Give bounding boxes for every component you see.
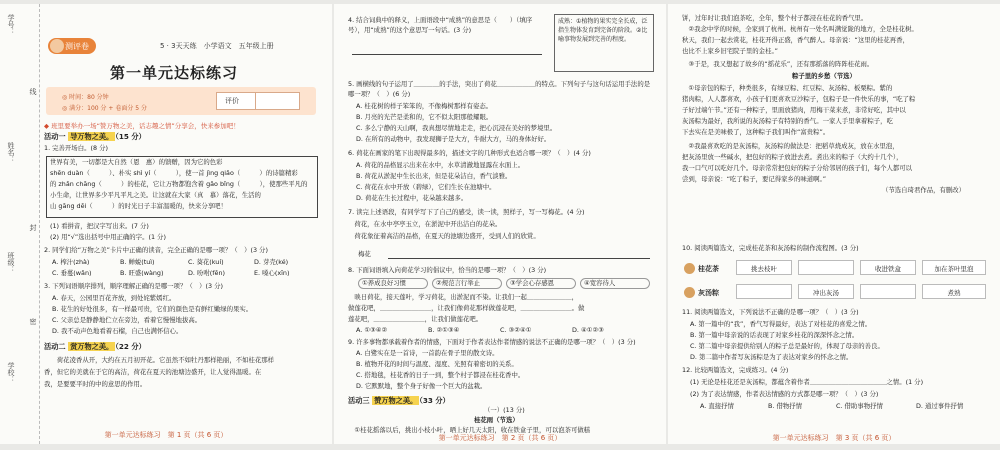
box-line: 山 gāng dēi（ ）的时光日子丰富温暖的，快来分享吧！ <box>50 202 227 210</box>
flow-step-blank[interactable] <box>860 284 916 299</box>
passage-line: 灰汤粽为最好，我所说的灰汤粽子有特别的香气。一家人手里拿着粽子，吃 <box>682 117 893 125</box>
option[interactable]: A. 白鹭实在是一首诗，一首韵在骨子里的散文诗。 <box>356 349 499 357</box>
activity-highlight: 赏万物之美。 <box>70 342 114 351</box>
passage-line: ②我念中学的时候，全家到了杭州。杭州有一处名叫满觉陇的地方，全是桂花树。 <box>682 25 918 33</box>
page-1 <box>0 4 332 444</box>
page-3 <box>668 4 1000 444</box>
gutter-label-name: 姓名： <box>7 142 15 163</box>
option[interactable]: D. 荷花在生长过程中，花朵越来越多。 <box>356 194 468 202</box>
page-title: 第一单元达标练习 <box>110 64 239 82</box>
activity-label: 活动三 <box>348 396 370 405</box>
test-badge <box>48 38 96 54</box>
question-1b: (2) 用“√”选出括号中用正确的字。(1 分) <box>50 233 166 241</box>
question-9: 9. 许多事物都承载着作者的情感，下面对于作者表达作者情感的说法不正确的是哪一项？（ ）(3 分) <box>348 338 636 346</box>
passage-line: 秋天，我们一起去赏花，桂花开得正盛，香气醉人。母亲说：“这里的桂花再香， <box>682 36 909 44</box>
box-line: 小生命，让世界多少平凡平凡之美。让这就在大家（真 慕）落花，生活的 <box>50 191 261 199</box>
passage-line: ②我最喜欢吃的是灰汤粽，灰汤粽的做法是：把稻草烧成灰，放在水里泡， <box>682 142 899 150</box>
flow-label-text: 灰汤粽 <box>698 289 719 297</box>
activity-1-heading <box>44 132 146 142</box>
passage-line: 把灰汤里放一些碱水，把包好的粽子放进去煮。煮出来的粽子（大约十几个）， <box>682 153 903 161</box>
osmanthus-icon <box>684 263 695 274</box>
section-number: （一）(13 分) <box>484 406 525 414</box>
option[interactable]: C. 搭地毯，桂花香的日子一到，整个村子都浸在桂花香中。 <box>356 371 525 379</box>
option[interactable]: A. 第一篇中的“我”，香气写得最好，表达了对桂花的喜爱之情。 <box>690 320 872 328</box>
page-1-content <box>44 4 328 444</box>
question-2: 2. 同学们给“万物之美”卡片中正确的读音，完全正确的是哪一项？（ ）(3 分) <box>44 246 268 254</box>
question-7-prompt: 梅花 <box>358 250 371 258</box>
gutter-label-school: 学校： <box>7 362 15 383</box>
score-box-label: 评价 <box>225 97 239 105</box>
option[interactable]: C. 荷花在水中开放（碧绿），它们生长在池塘中。 <box>356 183 496 191</box>
question-12a: (1) 无论是桂花还是灰汤粽，都蕴含着作者＿＿＿＿＿＿＿＿＿＿＿＿之情。(1 分) <box>690 378 924 386</box>
slogan: ◆ 班里要举办一场“赞万物之美，话志趣之情”分享会，快来参加吧！ <box>44 122 240 130</box>
passage-line: 香，但它的美就在于它的高洁，荷花在夏天的池塘边盛开，让人觉得温暖。在 <box>44 368 262 376</box>
option[interactable]: D. 它默默地，整个身子好像一个巨大的盆栽。 <box>356 382 487 390</box>
option[interactable]: E. 嗓心(xīn) <box>254 269 290 277</box>
flow-label <box>684 262 719 276</box>
flow-step: 挑去枝叶 <box>736 260 792 275</box>
option[interactable]: B. 旺盛(wàng) <box>120 269 164 277</box>
passage-line: ③于是，我又想起了故乡的“摇花乐”，还有那摇落的阵阵桂花雨。 <box>682 60 874 68</box>
option[interactable]: A. 桂花树的样子笨笨的，不像梅树那样有姿态。 <box>356 102 493 110</box>
option[interactable]: D. 第二篇中作者写灰汤粽是为了表达对家乡的怀念之情。 <box>690 353 853 361</box>
option[interactable]: D. 芽壳(ké) <box>254 258 289 266</box>
score-info: ◎ 满分：100 分 + 卷面分 5 分 <box>62 105 147 112</box>
answer-line <box>352 54 542 55</box>
question-11: 11. 阅读两篇选文，下列说法不正确的是哪一项？（ ）(3 分) <box>682 308 859 316</box>
activity-highlight: 导万物之美。 <box>70 132 114 141</box>
question-8: 8. 下面词语填入向荷花学习的倡议中，恰当的是哪一项？（ ）(3 分) <box>348 266 547 274</box>
flow-step: 收进铁盒 <box>860 260 916 275</box>
flow-step-blank[interactable] <box>798 260 854 275</box>
passage-line: 尝到，母亲说：“吃了粽子，要记得家乡的味道啊。” <box>682 175 827 183</box>
source-note: （节选自琦君作品，有删改） <box>882 186 966 194</box>
activity-points: （22 分） <box>115 342 146 351</box>
option-pill-label: ④宽容待人 <box>584 279 616 287</box>
option-pill-label: ③学会心存感恩 <box>510 279 555 287</box>
page-3-content <box>682 4 988 444</box>
passage-line: 饼，过年时让我们泡茶吃，全年，整个村子都浸在桂花的香气里。 <box>682 14 868 22</box>
box-line: 世界有美，一切都是大自然（恩 惠）的馈赠，因为它的色彩 <box>50 158 223 166</box>
page-2-content <box>348 4 654 444</box>
question-10: 10. 阅读两篇选文，完成桂花茶和灰汤粽的制作流程图。(3 分) <box>682 244 859 252</box>
flow-label-text: 桂花茶 <box>698 265 719 273</box>
gutter-label-class: 班级： <box>7 252 15 273</box>
dictionary-definition: 成熟：①植物的果实完全长成，泛指生物体发育到完备的阶段。②比喻事物发展到完善的程度。 <box>554 14 654 72</box>
option[interactable]: A. 榨汁(zhà) <box>52 258 90 266</box>
series-header: 5 · 3天天练 小学语文 五年级上册 <box>160 42 274 50</box>
passage-line: 我一口气可以吃好几个。母亲常常把包好的粽子分给邻居的孩子们，每个人都可以 <box>682 164 913 172</box>
flow-step-blank[interactable] <box>736 284 792 299</box>
option[interactable]: B. 蝉蜕(tuì) <box>120 258 155 266</box>
passage-line: 子好过端午节。”还有一种粽子，里面放猪肉，用梅干菜来煮，非常好吃，其中以 <box>682 106 906 114</box>
passage-title: 粽子里的乡愁（节选） <box>792 72 856 80</box>
question-5: 5. 画横线的句子运用了＿＿＿＿的手法，突出了荷花＿＿＿＿＿＿的特点。下列句子与这句话运用手法的是哪一项？（ ）(6 分) <box>348 80 651 98</box>
question-6: 6. 荷花在画家的笔下出现得最多的，描述文字的几种形式也适合哪一项？（ ）(4 分) <box>348 149 591 157</box>
info-bar <box>46 87 316 115</box>
option[interactable]: B. 月亮的光芒是柔和的，它不似太阳那般耀眼。 <box>356 113 493 121</box>
question-8-text: 映日荷花，接天莲叶，学习荷花，出淤泥而不染。让我们一起＿＿＿＿＿＿＿， <box>348 293 579 301</box>
question-4: 4. 结合词典中的释义，上面语段中“成熟”的意思是（ ）（填序号），用“成熟”的这个意思写一句话。(3 分) <box>348 16 533 34</box>
activity-points: （33 分） <box>419 396 450 405</box>
option[interactable]: D. 在所有的动物中，我发现狮子是大方，牛耐大方，马的身体好好。 <box>356 135 551 143</box>
passage-line: ①母亲包的粽子，种类很多，有绿豆粽、红豆粽、灰汤粽、板栗粽。紫的 <box>682 84 893 92</box>
box-line: 的 zhǎn chāng（ ）的桂花，它让万物都饱含着 gǎo bǐng（ ），使那些平凡的 <box>50 180 308 188</box>
answer-line <box>388 258 650 259</box>
option[interactable]: A. ①③④② <box>356 326 388 334</box>
passage-line: ①桂花摇落以后，挑出小枝小叶，晒上好几天太阳，收在铁盒子里，可以泡茶可做糕 <box>348 426 591 434</box>
passage-line: 猪肉粽，人人都喜欢，小孩子们更喜欢豆沙粽子，包粽子是一件快乐的事，“吃了粽 <box>682 95 916 103</box>
page-footer: 第一单元达标练习 第 3 页（共 6 页） <box>772 434 896 442</box>
option[interactable]: B. 植物开花的时间与温度、湿度、光照有着密切的关系。 <box>356 360 518 368</box>
option[interactable]: A. 春天，公园里百花齐放，到处姹紫嫣红。 <box>52 294 176 302</box>
option-pill-label: ①养成良好习惯 <box>362 279 407 287</box>
page-footer: 第一单元达标练习 第 2 页（共 6 页） <box>438 434 562 442</box>
time-info: ◎ 时间：80 分钟 <box>62 94 109 101</box>
option[interactable]: D. 吩咐(fēn) <box>188 269 225 277</box>
gutter-mark-xian: 线 <box>29 88 37 95</box>
option[interactable]: C. ③②④① <box>500 326 532 334</box>
mascot-icon <box>50 39 64 53</box>
page-footer: 第一单元达标练习 第 1 页（共 6 页） <box>104 431 228 439</box>
option[interactable]: D. ④①②③ <box>572 326 604 334</box>
question-8-text: 莲花吧，＿＿＿＿＿＿＿＿，让我们做莲花吧。 <box>348 315 483 323</box>
question-7-example: 荷花象征着高洁的品格，在夏天的池塘边盛开，受到人们的欣赏。 <box>348 232 540 240</box>
flow-label <box>684 286 719 300</box>
question-1: 1. 完善开场白。(8 分) <box>44 144 108 152</box>
option[interactable]: C. 借助事物抒情 <box>836 402 883 410</box>
option[interactable]: C. 多么宁静的天山啊，我真想尽情地走走，把心沉浸在美好的梦境里。 <box>356 124 557 132</box>
option[interactable]: B. ②①③④ <box>428 326 460 334</box>
option[interactable]: B. 第一篇中母亲说的话表现了对家乡桂花的深深怀念之情。 <box>690 331 859 339</box>
activity-2-heading <box>44 342 146 352</box>
passage-line: 下去实在是美味极了，这种粽子我们叫作“富贵粽”。 <box>682 128 830 136</box>
option[interactable]: D. 我不动声色地看着石榴，自己也满怀信心。 <box>52 327 183 335</box>
option[interactable]: B. 花生的好处很多，有一样最可贵，它们的颜色是有鲜红嫩绿的果实。 <box>52 305 253 313</box>
option[interactable]: A. 荷花的品格显示出来在水中，水草清澈地显露在水面上。 <box>356 161 525 169</box>
binding-gutter <box>0 4 40 444</box>
question-12b: (2) 为了表达情感，作者表达情感的方式都是哪一项？（ ）(3 分) <box>690 390 879 398</box>
question-12: 12. 比较两篇选文，完成练习。(4 分) <box>682 366 789 374</box>
activity-3-heading <box>348 396 450 406</box>
gutter-mark-mi: 密 <box>29 318 37 325</box>
flow-step: 冲出灰汤 <box>798 284 854 299</box>
question-7-example: 荷花，在水中亭亭玉立，在淤泥中开出洁白的花朵。 <box>348 220 502 228</box>
option[interactable]: C. 第二篇中母亲提供给别人的粽子总是最好的，体现了母亲的善良。 <box>690 342 884 350</box>
score-box <box>216 92 300 110</box>
box-line: shēn duàn（ ）、朴实 shì yí（ ），使一首 jìng qiǎo（ ）的诗篇精彩 <box>50 169 298 177</box>
option[interactable]: B. 借物抒情 <box>768 402 803 410</box>
option[interactable]: C. 垂蔓(wǎn) <box>52 269 92 277</box>
activity-label: 活动二 <box>44 342 66 351</box>
option[interactable]: A. 直接抒情 <box>700 402 734 410</box>
passage-line: 我，是要要平时的中的意思的作用。 <box>44 380 147 388</box>
activity-points: （15 分） <box>115 132 146 141</box>
passage-line: 也比不上家乡旧宅院子里的金桂。” <box>682 47 778 55</box>
question-8-text: 做莲花吧，＿＿＿＿＿＿＿＿，让我们像荷花那样做莲花吧，＿＿＿＿＿＿＿＿。做 <box>348 304 585 312</box>
question-3: 3. 下列词语顺序排列，顺序理解正确的是哪一项？（ ）(3 分) <box>44 282 223 290</box>
flow-step: 加在茶叶里泡 <box>922 260 986 275</box>
question-1a: (1) 看拼音，把汉字写出来。(7 分) <box>50 222 149 230</box>
question-7: 7. 读完上述语段，有同学写下了自己的感受，读一读，照样子，写一写梅花。(4 分) <box>348 208 585 216</box>
option[interactable]: B. 荷花从淤泥中生长出来，但是花朵洁白，香气淡雅。 <box>356 172 512 180</box>
option[interactable]: C. 葵花(kuí) <box>188 258 224 266</box>
page-2 <box>334 4 666 444</box>
option-pill-label: ②规范言行举止 <box>436 279 481 287</box>
zongzi-icon <box>684 287 695 298</box>
passage-title: 桂花雨（节选） <box>474 416 519 424</box>
gutter-label-xuehao: 学号： <box>7 14 15 35</box>
badge-label: 测评卷 <box>65 42 89 51</box>
option[interactable]: C. 父亲总是静静地伫立在旁边，看着它慢慢地拔高。 <box>52 316 202 324</box>
option[interactable]: D. 通过事件抒情 <box>916 402 964 410</box>
flow-step: 煮熟 <box>922 284 986 299</box>
activity-highlight: 赞万物之美。 <box>374 396 418 405</box>
activity-label: 活动一 <box>44 132 66 141</box>
passage-line: 荷花凌香从开，大约在五月初开花。它虽然不如牡丹那样艳丽，不如桂花那样 <box>44 356 275 364</box>
gutter-mark-feng: 封 <box>29 224 37 231</box>
